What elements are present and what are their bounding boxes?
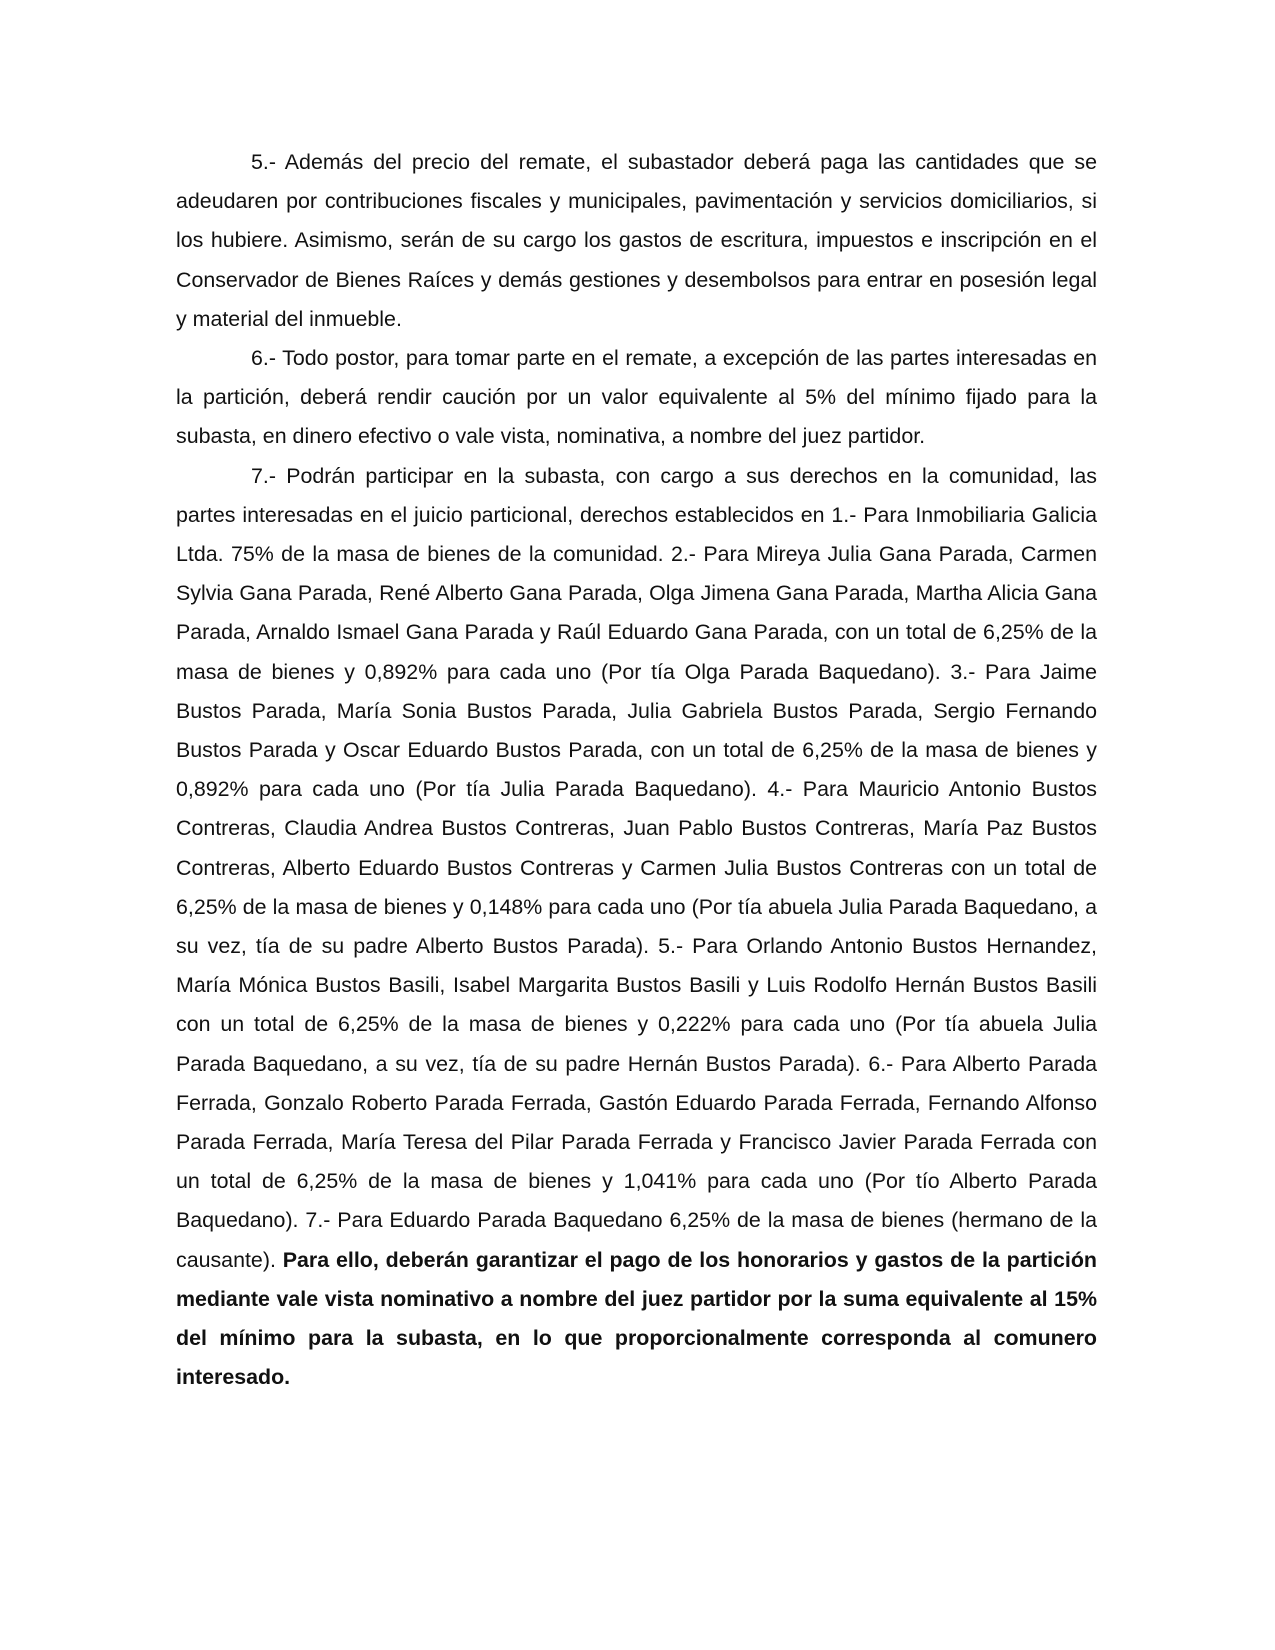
paragraph-item-6 bbox=[176, 339, 1097, 457]
paragraph-item-5 bbox=[176, 143, 1097, 339]
paragraph-item-7 bbox=[176, 457, 1097, 1398]
document-page bbox=[176, 143, 1097, 1398]
paragraph-text: 5.- Además del precio del remate, el subastador deberá paga las cantidades que se adeudaren por contribuciones fiscales y municipales, pavimentación y servicios domiciliarios, si los hubiere. Asimismo, serán de su cargo los gastos de escritura, impuestos e inscripción en el Conservador de Bienes Raíces y demás gestiones y desembolsos para entrar en posesión legal y material del inmueble. bbox=[176, 150, 1097, 331]
paragraph-text: 7.- Podrán participar en la subasta, con cargo a sus derechos en la comunidad, las partes interesadas en el juicio particional, derechos establecidos en 1.- Para Inmobiliaria Galicia Ltda. 75% de la masa de bienes de la comunidad. 2.- Para Mireya Julia Gana Parada, Carmen Sylvia Gana Parada, René Alberto Gana Parada, Olga Jimena Gana Parada, Martha Alicia Gana Parada, Arnaldo Ismael Gana Parada y Raúl Eduardo Gana Parada, con un total de 6,25% de la masa de bienes y 0,892% para cada uno (Por tía Olga Parada Baquedano). 3.- Para Jaime Bustos Parada, María Sonia Bustos Parada, Julia Gabriela Bustos Parada, Sergio Fernando Bustos Parada y Oscar Eduardo Bustos Parada, con un total de 6,25% de la masa de bienes y 0,892% para cada uno (Por tía Julia Parada Baquedano). 4.- Para Mauricio Antonio Bustos Contreras, Claudia Andrea Bustos Contreras, Juan Pablo Bustos Contreras, María Paz Bustos Contreras, Alberto Eduardo Bustos Contreras y Carmen Julia Bustos Contreras con un total de 6,25% de la masa de bienes y 0,148% para cada uno (Por tía abuela Julia Parada Baquedano, a su vez, tía de su padre Alberto Bustos Parada). 5.- Para Orlando Antonio Bustos Hernandez, María Mónica Bustos Basili, Isabel Margarita Bustos Basili y Luis Rodolfo Hernán Bustos Basili con un total de 6,25% de la masa de bienes y 0,222% para cada uno (Por tía abuela Julia Parada Baquedano, a su vez, tía de su padre Hernán Bustos Parada). 6.- Para Alberto Parada Ferrada, Gonzalo Roberto Parada Ferrada, Gastón Eduardo Parada Ferrada, Fernando Alfonso Parada Ferrada, María Teresa del Pilar Parada Ferrada y Francisco Javier Parada Ferrada con un total de 6,25% de la masa de bienes y 1,041% para cada uno (Por tío Alberto Parada Baquedano). 7.- Para Eduardo Parada Baquedano 6,25% de la masa de bienes (hermano de la causante). bbox=[176, 463, 1097, 1272]
paragraph-text: 6.- Todo postor, para tomar parte en el remate, a excepción de las partes interesadas en la partición, deberá rendir caución por un valor equivalente al 5% del mínimo fijado para la subasta, en dinero efectivo o vale vista, nominativa, a nombre del juez partidor. bbox=[176, 346, 1097, 449]
paragraph-bold-text: Para ello, deberán garantizar el pago de los honorarios y gastos de la partición mediante vale vista nominativo a nombre del juez partidor por la suma equivalente al 15% del mínimo para la subasta, en lo que proporcionalmente corresponda al comunero interesado. bbox=[176, 1247, 1098, 1390]
